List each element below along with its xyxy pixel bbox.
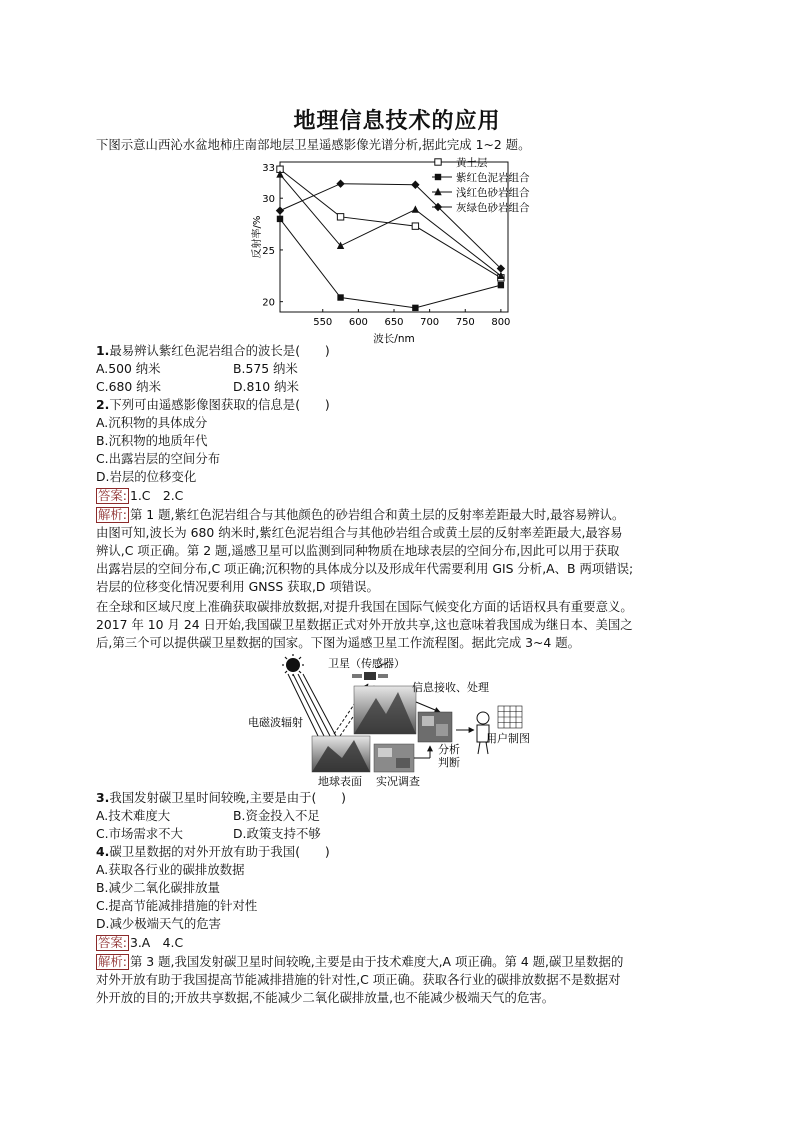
legend-label: 灰绿色砂岩组合 [456,202,530,214]
answer-tag: 答案: [98,935,127,950]
question-text: 碳卫星数据的对外开放有助于我国( ) [109,844,330,859]
earth-label: 地球表面 [318,775,362,788]
data-point [276,206,284,214]
sun-icon [282,654,304,676]
option-d: D.政策支持不够 [233,826,321,841]
question-4 [96,843,716,861]
answer-text: 3.A 4.C [129,935,184,950]
option-a: A.沉积物的具体成分 [96,415,208,430]
survey-label: 实况调查 [376,775,420,788]
option-d: D.减少极端天气的危害 [96,916,221,931]
y-tick-label: 30 [262,194,275,206]
satellite-icon [352,672,388,680]
explanation-2 [96,953,716,971]
option-c: C.提高节能减排措施的针对性 [96,898,258,913]
question-number: 2. [96,397,110,412]
explanation-tag: 解析: [98,507,127,522]
option-a: A.获取各行业的碳排放数据 [96,862,245,877]
y-tick-label: 33 [262,163,275,175]
data-point [412,205,419,212]
series-line-2 [280,219,501,308]
data-point [412,305,418,311]
radiation-label: 电磁波辐射 [248,716,303,729]
reflectance-chart [248,156,558,346]
analyze-label: 分析 [438,743,460,756]
question-3-options-row2 [96,825,716,843]
legend-label: 黄土层 [456,157,488,169]
legend-marker [435,159,441,165]
explanation-line: 岩层的位移变化情况要利用 GNSS 获取,D 项错误。 [96,579,379,594]
data-point [337,294,343,300]
question-2 [96,396,716,414]
explanation-line: 出露岩层的空间分布,C 项正确;沉积物的具体成分以及形成年代需要利用 GIS 分析,A、B 两项错误; [96,561,634,576]
explanation-line: 对外开放有助于我国提高节能减排措施的针对性,C 项正确。获取各行业的碳排放数据不是数据对 [96,972,621,987]
question-1 [96,342,716,360]
y-axis-label: 反射率/% [252,215,263,259]
y-tick-label: 20 [262,297,275,309]
x-tick-label: 800 [491,317,511,328]
data-point [498,282,504,288]
data-point [277,216,283,222]
legend-label: 紫红色泥岩组合 [456,172,530,184]
question-number: 3. [96,790,110,805]
receive-label: 信息接收、处理 [412,681,489,694]
question-number: 4. [96,844,110,859]
question-text: 最易辨认紫红色泥岩组合的波长是( ) [109,343,330,358]
user-label: 用户制图 [486,732,530,745]
explanation-line: 辨认,C 项正确。第 2 题,遥感卫星可以监测到同种物质在地球表层的空间分布,因此可以用于获取 [96,543,620,558]
answer-tag: 答案: [98,488,127,503]
legend-label: 浅红色砂岩组合 [456,187,530,199]
data-point [337,214,343,220]
data-point [412,223,418,229]
option-b: B.资金投入不足 [233,808,320,823]
explanation-line: 由图可知,波长为 680 纳米时,紫红色泥岩组合与其他砂岩组合或黄土层的反射率差距最大,最容易 [96,525,623,540]
answer-text: 1.C 2.C [129,488,184,503]
question-3-options-row1 [96,807,716,825]
explanation-tag: 解析: [98,954,127,969]
grid-map-icon [498,706,522,728]
option-c: C.680 纳米 [96,379,161,394]
option-b: B.575 纳米 [233,361,298,376]
question-text: 我国发射碳卫星时间较晚,主要是由于( ) [109,790,346,805]
page-title: 地理信息技术的应用 [293,109,501,134]
option-b: B.沉积物的地质年代 [96,433,208,448]
question-3 [96,789,716,807]
question-number: 1. [96,343,110,358]
intro-text-2: 后,第三个可以提供碳卫星数据的国家。下图为遥感卫星工作流程图。据此完成 3~4 题。 [96,635,581,650]
satellite-label: 卫星（传感器） [328,657,405,670]
answer-1 [96,487,716,505]
satellite-workflow-diagram [246,654,536,788]
intro-text-2: 2017 年 10 月 24 日开始,我国碳卫星数据正式对外开放共享,这也意味着我国成为继日本、美国之 [96,617,633,632]
explanation-1 [96,506,716,524]
x-tick-label: 750 [455,317,475,328]
x-tick-label: 700 [420,317,440,328]
intro-text-1: 下图示意山西沁水盆地柿庄南部地层卫星遥感影像光谱分析,据此完成 1~2 题。 [96,137,531,152]
option-b: B.减少二氧化碳排放量 [96,880,220,895]
option-c: C.出露岩层的空间分布 [96,451,221,466]
x-tick-label: 650 [384,317,404,328]
option-d: D.岩层的位移变化 [96,469,197,484]
question-1-options-row2 [96,378,716,396]
option-d: D.810 纳米 [233,379,299,394]
x-tick-label: 600 [348,317,368,328]
explanation-line: 外开放的目的;开放共享数据,不能减少二氧化碳排放量,也不能减少极端天气的危害。 [96,990,555,1005]
option-a: A.技术难度大 [96,808,171,823]
intro-text-2: 在全球和区域尺度上准确获取碳排放数据,对提升我国在国际气候变化方面的话语权具有重要意义。 [96,599,633,614]
judge-label: 判断 [438,756,460,769]
data-point [336,180,344,188]
explanation-line: 第 3 题,我国发射碳卫星时间较晚,主要是由于技术难度大,A 项正确。第 4 题,碳卫星数据的 [129,954,624,969]
x-tick-label: 550 [313,317,333,328]
explanation-line: 第 1 题,紫红色泥岩组合与其他颜色的砂岩组合和黄土层的反射率差距最大时,最容易辨认。 [129,507,625,522]
question-1-options-row1 [96,360,716,378]
x-axis-label: 波长/nm [373,333,415,345]
option-c: C.市场需求不大 [96,826,183,841]
y-tick-label: 25 [262,245,275,257]
question-text: 下列可由遥感影像图获取的信息是( ) [109,397,330,412]
answer-2 [96,934,716,952]
legend-marker [435,174,441,180]
option-a: A.500 纳米 [96,361,161,376]
